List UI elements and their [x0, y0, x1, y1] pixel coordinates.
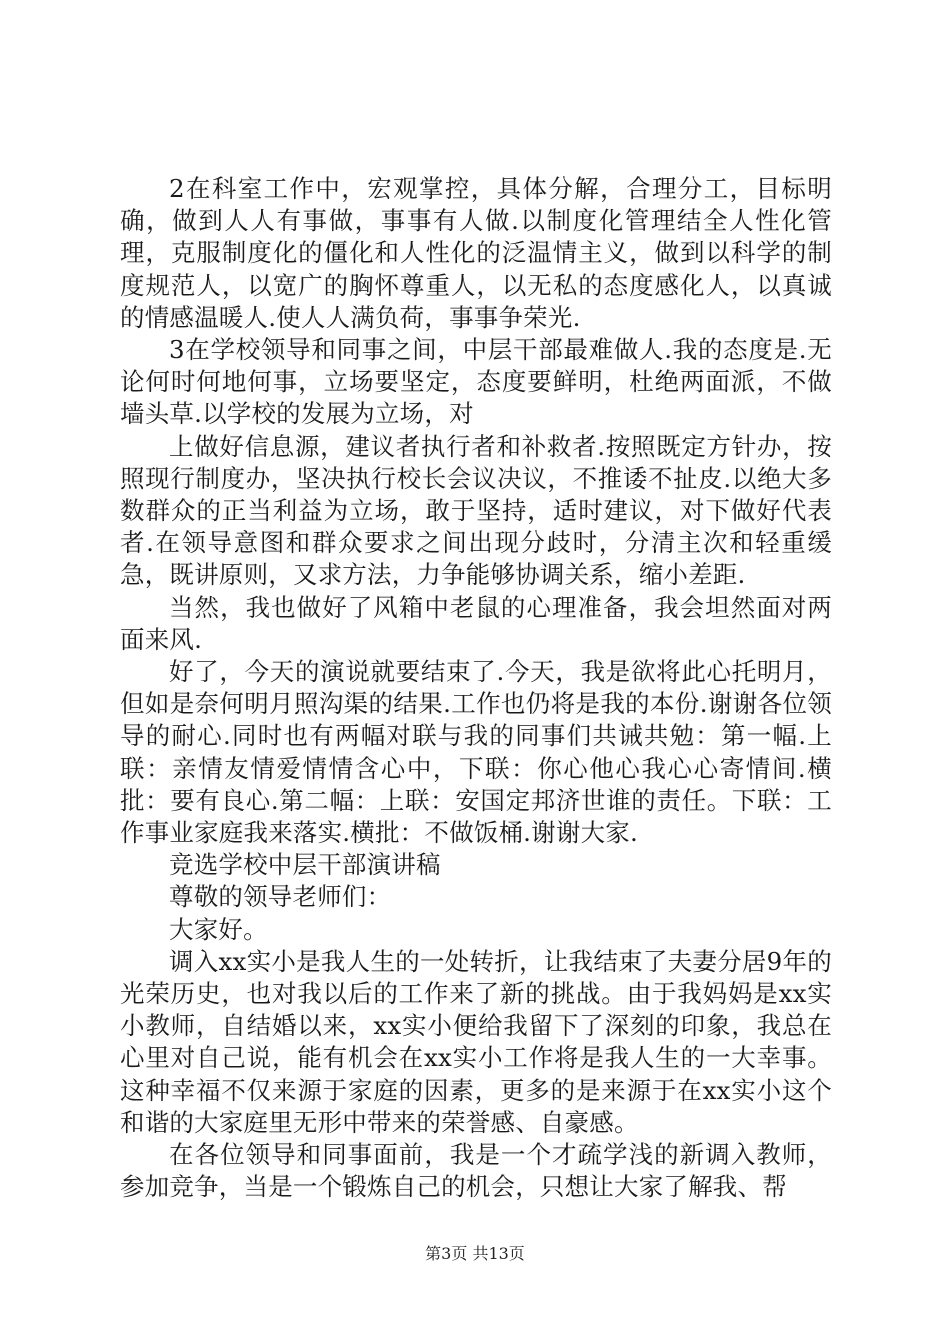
paragraph-1: 2在科室工作中，宏观掌控，具体分解，合理分工，目标明确，做到人人有事做，事事有人做.以制度化管理结全人性化管理，克服制度化的僵化和人性化的泛温情主义，做到以科学的制度规范人，以宽广的胸怀尊重人，以无私的态度感化人，以真诚的情感温暖人.使人人满负荷，事事争荣光.: [120, 174, 832, 332]
salutation: 尊敬的领导老师们：: [169, 882, 392, 912]
paragraph-4: 当然，我也做好了风箱中老鼠的心理准备，我会坦然面对两面来风.: [120, 592, 832, 654]
speech-title: 竞选学校中层干部演讲稿: [169, 850, 441, 880]
paragraph-5: 好了，今天的演说就要结束了.今天，我是欲将此心托明月，但如是奈何明月照沟渠的结果.工作也仍将是我的本份.谢谢各位领导的耐心.同时也有两幅对联与我的同事们共诫共勉：第一幅.上联：亲情友情爱情情含心中，下联：你心他心我心心寄情间.横批：要有良心.第二幅：上联：安国定邦济世谁的责任。下联：工作事业家庭我来落实.横批：不做饭桶.谢谢大家.: [120, 657, 832, 848]
paragraph-2: 3在学校领导和同事之间，中层干部最难做人.我的态度是.无论何时何地何事，立场要坚定，态度要鲜明，杜绝两面派，不做墙头草.以学校的发展为立场，对: [120, 335, 832, 429]
document-body: [120, 173, 832, 1204]
page-footer: 第3页 共13页: [425, 1244, 525, 1263]
paragraph-9: 调入xx实小是我人生的一处转折，让我结束了夫妻分居9年的光荣历史，也对我以后的工作来了新的挑战。由于我妈妈是xx实小教师，自结婚以来，xx实小便给我留下了深刻的印象，我总在心里对自己说，能有机会在xx实小工作将是我人生的一大幸事。这种幸福不仅来源于家庭的因素，更多的是来源于在xx实小这个和谐的大家庭里无形中带来的荣誉感、自豪感。: [120, 946, 832, 1137]
greeting: 大家好。: [169, 914, 268, 944]
paragraph-10: 在各位领导和同事面前，我是一个才疏学浅的新调入教师，参加竞争，当是一个锻炼自己的机会，只想让大家了解我、帮: [120, 1140, 832, 1202]
paragraph-3: 上做好信息源，建议者执行者和补救者.按照既定方针办，按照现行制度办，坚决执行校长会议决议，不推诿不扯皮.以绝大多数群众的正当利益为立场，敢于坚持，适时建议，对下做好代表者.在领导意图和群众要求之间出现分歧时，分清主次和轻重缓急，既讲原则，又求方法，力争能够协调关系，缩小差距.: [120, 431, 832, 590]
